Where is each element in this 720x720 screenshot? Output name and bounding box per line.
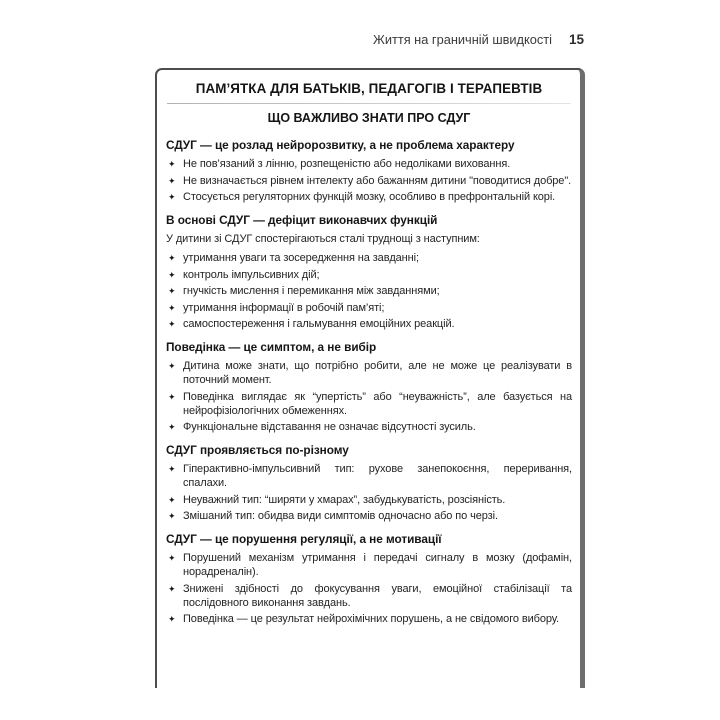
diamond-bullet-icon: ✦ (168, 175, 176, 186)
bullet-text: Знижені здібності до фокусування уваги, емоційної стабілізації та послідовного виконання завдань. (183, 582, 572, 609)
bullet-item (166, 251, 572, 265)
bullet-text: Функціональне відставання не означає відсутності зусиль. (183, 421, 476, 433)
bullet-text: Змішаний тип: обидва види симптомів одночасно або по черзі. (183, 510, 498, 522)
bullet-text: Порушений механізм утримання і передачі сигналу в мозку (дофамін, норадреналін). (183, 552, 572, 578)
bullet-item (166, 612, 572, 626)
bullet-item (166, 317, 572, 331)
bullet-text: Неуважний тип: “ширяти у хмарах”, забудькуватість, розсіяність. (183, 493, 506, 506)
diamond-bullet-icon: ✦ (168, 361, 176, 371)
diamond-bullet-icon: ✦ (168, 192, 176, 202)
section-heading: СДУГ — це розлад нейророзвитку, а не проблема характеру (166, 138, 515, 152)
diamond-bullet-icon: ✦ (168, 511, 176, 521)
page-number: 15 (568, 32, 584, 47)
diamond-bullet-icon: ✦ (168, 553, 176, 563)
memo-card (155, 68, 585, 688)
diamond-bullet-icon: ✦ (168, 494, 176, 505)
bullet-text: Поведінка виглядає як “упертість” або “неуважність”, але базується на нейрофізіологічних обмеженнях. (183, 390, 572, 417)
bullet-item (166, 359, 572, 387)
diamond-bullet-icon: ✦ (168, 464, 176, 474)
bullet-text: Дитина може знати, що потрібно робити, але не може це реалізувати в поточний момент. (183, 360, 572, 386)
section-regulation (166, 532, 572, 626)
bullet-text: утримання уваги та зосередження на завданні; (183, 252, 419, 264)
section-heading: СДУГ проявляється по-різному (166, 443, 349, 457)
diamond-bullet-icon: ✦ (168, 302, 176, 313)
diamond-bullet-icon: ✦ (168, 253, 176, 263)
memo-subtitle: ЩО ВАЖЛИВО ЗНАТИ ПРО СДУГ (267, 111, 471, 125)
section-heading: Поведінка — це симптом, а не вибір (166, 340, 377, 354)
bullet-item (166, 420, 572, 434)
bullet-item (166, 551, 572, 579)
bullet-item (166, 268, 572, 282)
bullet-item (166, 301, 572, 315)
diamond-bullet-icon: ✦ (168, 422, 176, 432)
section-heading: СДУГ — це порушення регуляції, а не мотивації (166, 532, 442, 546)
diamond-bullet-icon: ✦ (168, 286, 176, 296)
bullet-item (166, 174, 572, 188)
bullet-item (166, 390, 572, 418)
bullet-text: Стосується регуляторних функцій мозку, особливо в префронтальній корі. (183, 191, 556, 203)
section-manifestations (166, 443, 572, 523)
bullet-item (166, 462, 572, 490)
bullet-text: гнучкість мислення і перемикання між завданнями; (183, 285, 440, 297)
section-heading: В основі СДУГ — дефіцит виконавчих функцій (166, 213, 438, 227)
bullet-item (166, 582, 572, 610)
diamond-bullet-icon: ✦ (168, 159, 176, 169)
bullet-item (166, 509, 572, 523)
diamond-bullet-icon: ✦ (168, 583, 176, 594)
bullet-text: Не пов’язаний з лінню, розпещеністю або недоліками виховання. (183, 158, 511, 170)
bullet-item (166, 284, 572, 298)
bullet-text: самоспостереження і гальмування емоційних реакцій. (183, 318, 455, 330)
bullet-text: Поведінка — це результат нейрохімічних порушень, а не свідомого вибору. (183, 613, 559, 625)
running-title: Життя на граничній швидкості (373, 32, 552, 47)
memo-title: ПАМ’ЯТКА ДЛЯ БАТЬКІВ, ПЕДАГОГІВ І ТЕРАПЕВТІВ (195, 81, 543, 96)
diamond-bullet-icon: ✦ (168, 269, 176, 280)
section-executive-functions (166, 213, 572, 331)
bullet-item (166, 190, 572, 204)
section-neurodevelopment (166, 138, 572, 204)
bullet-text: контроль імпульсивних дій; (183, 268, 320, 281)
bullet-item (166, 157, 572, 171)
diamond-bullet-icon: ✦ (168, 614, 176, 624)
page-header (373, 32, 584, 47)
section-behavior-symptom (166, 340, 572, 434)
bullet-text: Гіперактивно-імпульсивний тип: рухове занепокоєння, переривання, спалахи. (183, 463, 572, 489)
section-intro: У дитини зі СДУГ спостерігаються сталі труднощі з наступним: (166, 233, 480, 245)
bullet-text: утримання інформації в робочій пам’яті; (183, 301, 385, 314)
bullet-text: Не визначається рівнем інтелекту або бажанням дитини "поводитися добре". (183, 174, 572, 187)
diamond-bullet-icon: ✦ (168, 391, 176, 402)
diamond-bullet-icon: ✦ (168, 319, 176, 329)
bullet-item (166, 493, 572, 507)
